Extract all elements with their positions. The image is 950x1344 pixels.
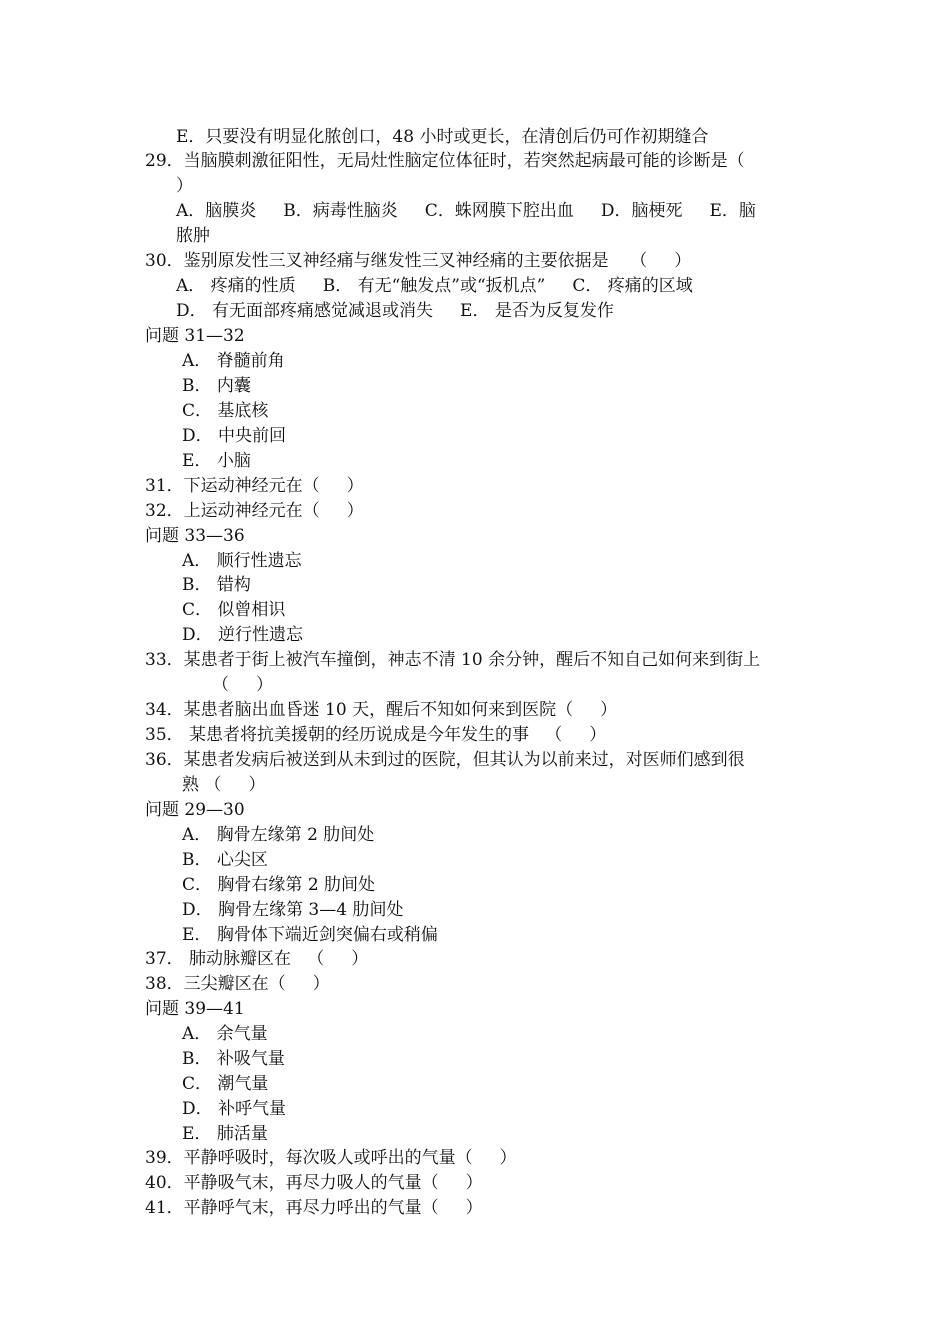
group-33-option-d: D． 逆行性遗忘	[182, 625, 304, 645]
group-31-option-d: D． 中央前回	[182, 426, 287, 446]
q30-options-1: A． 疼痛的性质 B． 有无“触发点”或“扳机点” C． 疼痛的区域	[176, 276, 693, 296]
group-39-option-e: E． 肺活量	[182, 1124, 268, 1144]
q30-options-2: D． 有无面部疼痛感觉减退或消失 E． 是否为反复发作	[176, 301, 614, 321]
q35-stem: 35． 某患者将抗美援朝的经历说成是今年发生的事 （ ）	[145, 725, 607, 745]
group-37-option-c: C． 胸骨右缘第 2 肋间处	[182, 875, 376, 895]
group-31-option-e: E． 小脑	[182, 451, 251, 471]
q33-stem: 33．某患者于街上被汽车撞倒，神志不清 10 余分钟，醒后不知自己如何来到街上	[145, 650, 761, 670]
group-39-option-d: D． 补呼气量	[182, 1099, 287, 1119]
q39-stem: 39．平静呼吸时，每次吸人或呼出的气量（ ）	[145, 1148, 517, 1168]
q34-stem: 34．某患者脑出血昏迷 10 天，醒后不知如何来到医院（ ）	[145, 700, 618, 720]
q30-stem: 30．鉴别原发性三叉神经痛与继发性三叉神经痛的主要依据是 （ ）	[145, 251, 692, 271]
group-37-option-a: A． 胸骨左缘第 2 肋间处	[182, 825, 375, 845]
q33-stem-cont: （ ）	[212, 675, 274, 695]
q28-option-e: E．只要没有明显化脓创口，48 小时或更长，在清创后仍可作初期缝合	[176, 127, 709, 147]
q32-stem: 32．上运动神经元在（ ）	[145, 501, 364, 521]
q40-stem: 40．平静吸气末，再尽力吸人的气量（ ）	[145, 1173, 483, 1193]
group-37-option-d: D． 胸骨左缘第 3—4 肋间处	[182, 900, 404, 920]
q29-options-cont: 脓肿	[176, 226, 210, 246]
group-37-option-e: E． 胸骨体下端近剑突偏右或稍偏	[182, 925, 438, 945]
group-31-option-a: A． 脊髓前角	[182, 351, 285, 371]
group-33-option-b: B． 错构	[182, 575, 251, 595]
q31-stem: 31．下运动神经元在（ ）	[145, 476, 364, 496]
group-heading-29-30: 问题 29—30	[145, 800, 245, 820]
group-39-option-b: B． 补吸气量	[182, 1049, 285, 1069]
q29-options: A．脑膜炎 B．病毒性脑炎 C．蛛网膜下腔出血 D．脑梗死 E．脑	[176, 201, 756, 221]
q36-stem-cont: 熟 （ ）	[182, 775, 266, 795]
group-heading-39-41: 问题 39—41	[145, 999, 245, 1019]
group-39-option-c: C． 潮气量	[182, 1074, 269, 1094]
group-heading-31-32: 问题 31—32	[145, 326, 245, 346]
group-33-option-c: C． 似曾相识	[182, 600, 286, 620]
q29-stem-cont: ）	[176, 176, 193, 196]
q29-stem: 29．当脑膜刺激征阳性，无局灶性脑定位体征时，若突然起病最可能的诊断是（	[145, 151, 745, 171]
group-31-option-c: C． 基底核	[182, 401, 269, 421]
group-37-option-b: B． 心尖区	[182, 850, 268, 870]
q41-stem: 41．平静呼气末，再尽力呼出的气量（ ）	[145, 1198, 483, 1218]
q36-stem: 36．某患者发病后被送到从未到过的医院，但其认为以前来过，对医师们感到很	[145, 750, 745, 770]
group-39-option-a: A． 余气量	[182, 1024, 268, 1044]
q37-stem: 37． 肺动脉瓣区在 （ ）	[145, 949, 369, 969]
group-heading-33-36: 问题 33—36	[145, 526, 245, 546]
q38-stem: 38．三尖瓣区在（ ）	[145, 974, 330, 994]
group-31-option-b: B． 内囊	[182, 376, 251, 396]
group-33-option-a: A． 顺行性遗忘	[182, 551, 302, 571]
